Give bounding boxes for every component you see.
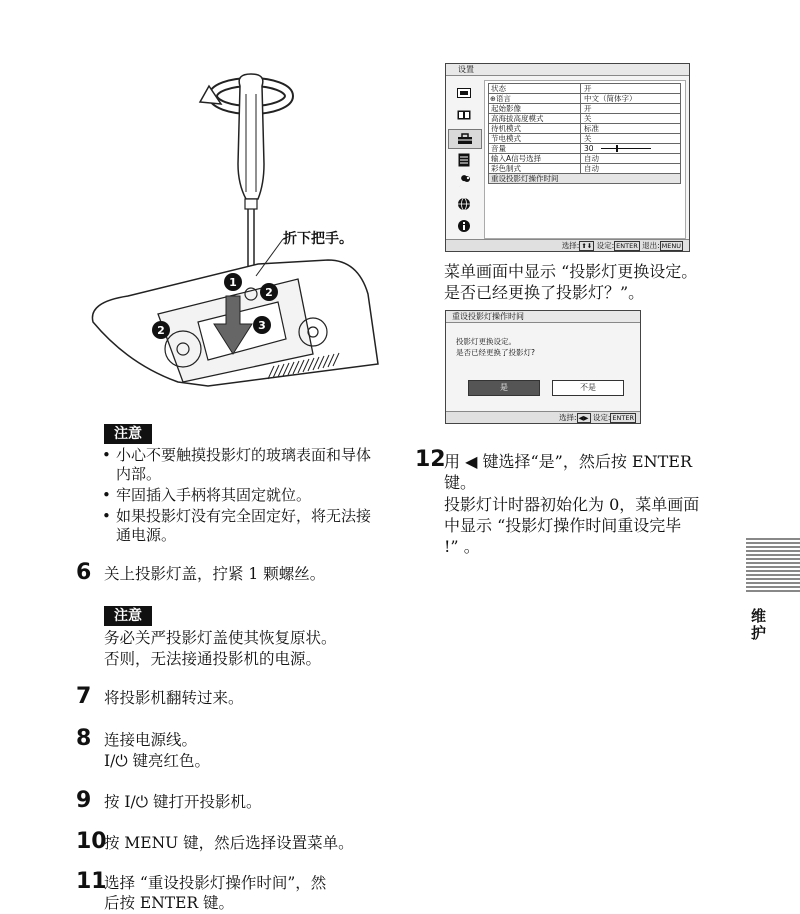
up-down-key-icon: ⬆⬇ (581, 242, 593, 250)
caution-text-line-2: 否则，无法接通投影机的电源。 (104, 650, 322, 668)
menu-row-value: 自动 (580, 154, 599, 163)
step-text-6: 关上投影灯盖，拧紧 1 颗螺丝。 (104, 565, 326, 583)
picture-menu-icon (455, 86, 473, 100)
menu-caption-line-1: 菜单画面中显示 “投影灯更换设定。 (444, 262, 698, 281)
yes-button[interactable]: 是 (468, 380, 540, 396)
settings-menu-panel (484, 80, 686, 239)
caution-item: • 牢固插入手柄将其固定就位。 (102, 486, 384, 505)
menu-row-value: 开 (580, 84, 592, 93)
dialog-message-line-1: 投影灯更换设定。 (456, 337, 516, 346)
caution-label-1: 注意 (104, 424, 152, 444)
step-text-11-line-2: 后按 ENTER 键。 (104, 894, 235, 912)
settings-menu-screen (445, 63, 690, 252)
menu-key: MENU (661, 242, 681, 250)
menu-row-label: 彩色制式 (491, 164, 521, 173)
menu-row-label: 节电模式 (491, 134, 521, 143)
step-result-12-line-1: 投影灯计时器初始化为 0，菜单画面 (444, 495, 700, 514)
step-number-11: 11 (76, 869, 107, 894)
step-subtext-8: I/⏻ 键亮红色。 (104, 752, 211, 770)
caution-item: • 小心不要触摸投影灯的玻璃表面和导体内部。 (102, 446, 384, 484)
settings-menu-title: 设置 (446, 64, 689, 76)
marker-2b: 2 (157, 324, 165, 337)
step-number-6: 6 (76, 560, 92, 585)
wrench-icon (455, 175, 473, 189)
caution-item: • 如果投影灯没有完全固定好，将无法接通电源。 (102, 507, 384, 545)
caution-text-line-1: 务必关严投影灯盖使其恢复原状。 (104, 629, 337, 647)
illustration-callout: 折下把手。 (283, 231, 353, 247)
menu-row-lamp-timer-reset[interactable] (488, 173, 681, 184)
menu-row-value: 自动 (580, 164, 599, 173)
menu-row-value: 关 (580, 134, 592, 143)
menu-row-value: 中文（简体字） (580, 94, 637, 103)
step-number-12: 12 (415, 447, 446, 472)
menu-row-value: 关 (580, 114, 592, 123)
menu-caption-line-2: 是否已经更换了投影灯？”。 (444, 283, 645, 302)
menu-row-label: 起始影像 (491, 104, 521, 113)
settings-menu-sidebar (446, 77, 482, 237)
marker-2a: 2 (265, 286, 273, 299)
step-text-11-line-1: 选择 “重设投影灯操作时间”，然 (104, 874, 327, 892)
volume-slider-thumb[interactable] (616, 145, 618, 152)
dialog-footer: 选择: ◀▶ 设定: ENTER (446, 411, 640, 423)
step-text-12-line-1: 用 ◀ 键选择“是”，然后按 ENTER (444, 452, 693, 471)
no-button[interactable]: 不是 (552, 380, 624, 396)
step-number-7: 7 (76, 684, 92, 709)
menu-row-label: 语言 (495, 94, 511, 103)
enter-key: ENTER (612, 414, 634, 422)
caution-label-2: 注意 (104, 606, 152, 626)
step-text-10: 按 MENU 键，然后选择设置菜单。 (104, 834, 354, 852)
step-text-9: 按 I/⏻ 键打开投影机。 (104, 793, 262, 811)
menu-row-label: 高海拔高度模式 (491, 114, 544, 123)
menu-row-label: 待机模式 (491, 124, 521, 133)
menu-row-label: 输入A信号选择 (491, 154, 542, 163)
lamp-reset-dialog (445, 310, 641, 424)
step-number-9: 9 (76, 788, 92, 813)
menu-row-label: 音量 (491, 144, 506, 153)
menu-row-value: 30 (584, 144, 594, 153)
side-tab-label: 维护 (749, 608, 767, 642)
setup-menu-icon (448, 129, 482, 149)
step-text-8: 连接电源线。 (104, 731, 198, 749)
enter-key: ENTER (616, 242, 638, 250)
settings-menu-footer: 选择: ⬆⬇ 设定: ENTER 退出: MENU (446, 239, 689, 251)
menu-row-value: 开 (580, 104, 592, 113)
menu-row-value: 标准 (580, 124, 599, 133)
menu-row-label: 状态 (491, 84, 506, 93)
dialog-message-line-2: 是否已经更换了投影灯? (456, 348, 535, 357)
info-icon (455, 219, 473, 233)
left-right-key-icon: ◀▶ (578, 414, 589, 422)
dialog-title: 重设投影灯操作时间 (446, 311, 640, 323)
step-text-12-line-2: 键。 (444, 473, 477, 492)
screen-menu-icon (455, 108, 473, 122)
step-result-12-line-3: !” 。 (444, 537, 480, 556)
language-icon: ⊕ (490, 95, 496, 103)
step-number-10: 10 (76, 829, 107, 854)
globe-icon (455, 197, 473, 211)
step-number-8: 8 (76, 726, 92, 751)
menu-row-label: 重设投影灯操作时间 (491, 174, 559, 183)
step-result-12-line-2: 中显示 “投影灯操作时间重设完毕 (444, 516, 682, 535)
marker-3: 3 (258, 319, 266, 332)
side-tab-lines (746, 538, 800, 594)
caution-list-1 (102, 446, 384, 547)
marker-1: 1 (229, 276, 237, 289)
step-text-7: 将投影机翻转过来。 (104, 689, 244, 707)
volume-slider[interactable] (601, 148, 651, 149)
menu-settings-icon (455, 153, 473, 167)
